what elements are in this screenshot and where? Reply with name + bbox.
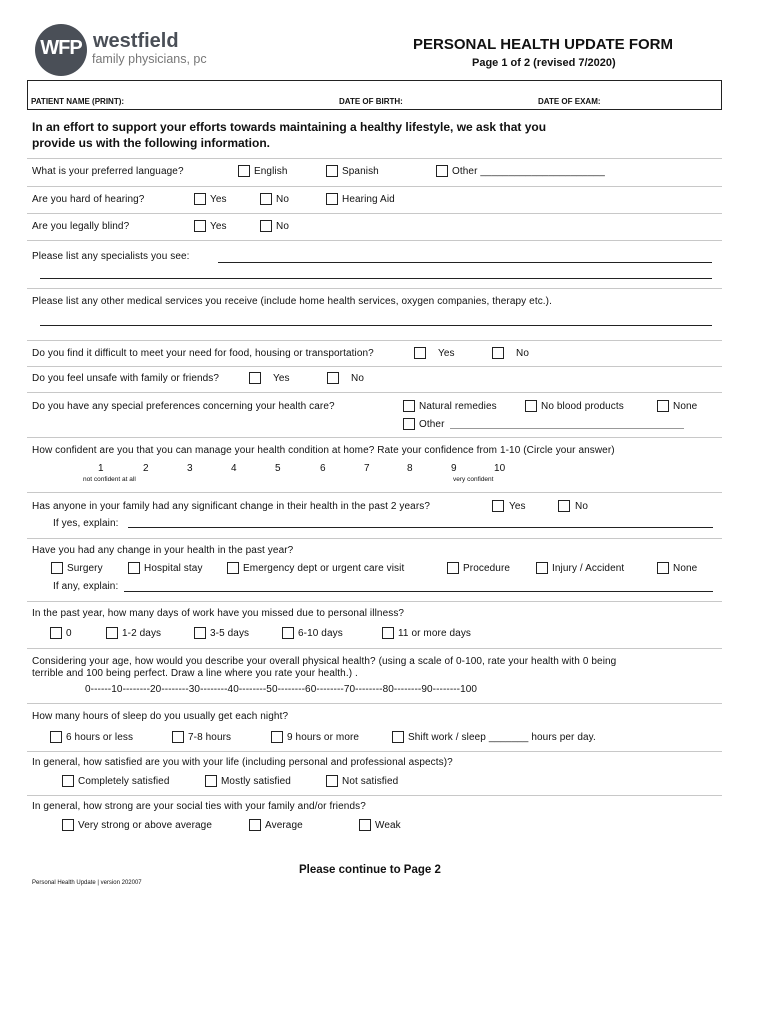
confidence-3[interactable]: 3	[187, 463, 193, 474]
family-change-explain-line[interactable]	[128, 527, 713, 528]
needs-no-checkbox[interactable]	[492, 347, 504, 359]
health-change-none-label: None	[673, 563, 698, 574]
family-change-question: Has anyone in your family had any significant change in their health in the past 2 years?	[32, 501, 431, 512]
procedure-label: Procedure	[463, 563, 511, 574]
dob-label: DATE OF BIRTH:	[339, 97, 403, 106]
other-language-checkbox[interactable]	[436, 165, 448, 177]
injury-accident-label: Injury / Accident	[552, 563, 625, 574]
sleep-9-plus-label: 9 hours or more	[287, 732, 360, 743]
overall-health-question-line-2: terrible and 100 being perfect. Draw a line where you rate your health.) .	[32, 668, 358, 679]
blind-no-label: No	[276, 221, 289, 232]
hearing-aid-checkbox[interactable]	[326, 193, 338, 205]
natural-remedies-checkbox[interactable]	[403, 400, 415, 412]
social-question: In general, how strong are your social ties with your family and/or friends?	[32, 801, 366, 812]
english-checkbox[interactable]	[238, 165, 250, 177]
divider	[27, 288, 722, 289]
needs-question: Do you find it difficult to meet your need for food, housing or transportation?	[32, 348, 374, 359]
sleep-9-plus-checkbox[interactable]	[271, 731, 283, 743]
intro-line-2: provide us with the following information.	[32, 136, 270, 150]
confidence-8[interactable]: 8	[407, 463, 413, 474]
surgery-label: Surgery	[67, 563, 103, 574]
confidence-2[interactable]: 2	[143, 463, 149, 474]
completely-satisfied-checkbox[interactable]	[62, 775, 74, 787]
surgery-checkbox[interactable]	[51, 562, 63, 574]
blind-yes-checkbox[interactable]	[194, 220, 206, 232]
divider	[27, 240, 722, 241]
unsafe-question: Do you feel unsafe with family or friends?	[32, 373, 220, 384]
intro-text	[32, 119, 632, 151]
divider	[27, 703, 722, 704]
divider	[27, 648, 722, 649]
services-line[interactable]	[40, 325, 712, 326]
divider	[27, 795, 722, 796]
health-change-explain-line[interactable]	[124, 591, 713, 592]
confidence-10[interactable]: 10	[494, 463, 506, 474]
average-checkbox[interactable]	[249, 819, 261, 831]
health-change-none-checkbox[interactable]	[657, 562, 669, 574]
very-strong-checkbox[interactable]	[62, 819, 74, 831]
continue-note: Please continue to Page 2	[299, 864, 441, 876]
confidence-9[interactable]: 9	[451, 463, 457, 474]
divider	[27, 158, 722, 159]
mostly-satisfied-label: Mostly satisfied	[221, 776, 291, 787]
emergency-visit-checkbox[interactable]	[227, 562, 239, 574]
satisfaction-question: In general, how satisfied are you with your life (including personal and professional aspects)?	[32, 757, 453, 768]
confidence-question: How confident are you that you can manage your health condition at home? Rate your confidence from 1-10 (Circle your answer)	[32, 445, 615, 456]
overall-health-question-line-1: Considering your age, how would you describe your overall physical health? (using a scale of 0-100, rate your health with 0 being	[32, 656, 617, 667]
sleep-7-8-checkbox[interactable]	[172, 731, 184, 743]
divider	[27, 186, 722, 187]
exam-date-label: DATE OF EXAM:	[538, 97, 601, 106]
work-missed-11-plus-checkbox[interactable]	[382, 627, 394, 639]
shift-work-checkbox[interactable]	[392, 731, 404, 743]
blind-no-checkbox[interactable]	[260, 220, 272, 232]
logo-name: westfield	[93, 30, 179, 52]
hearing-no-checkbox[interactable]	[260, 193, 272, 205]
health-change-question: Have you had any change in your health in the past year?	[32, 545, 294, 556]
procedure-checkbox[interactable]	[447, 562, 459, 574]
blind-question: Are you legally blind?	[32, 221, 130, 232]
hearing-question: Are you hard of hearing?	[32, 194, 145, 205]
confidence-4[interactable]: 4	[231, 463, 237, 474]
spanish-checkbox[interactable]	[326, 165, 338, 177]
divider	[27, 751, 722, 752]
patient-name-label: PATIENT NAME (PRINT):	[31, 97, 125, 106]
confidence-7[interactable]: 7	[364, 463, 370, 474]
confidence-1[interactable]: 1	[98, 463, 104, 474]
family-change-yes-label: Yes	[509, 501, 526, 512]
divider	[27, 437, 722, 438]
form-title: PERSONAL HEALTH UPDATE FORM	[413, 36, 674, 53]
weak-checkbox[interactable]	[359, 819, 371, 831]
hospital-stay-label: Hospital stay	[144, 563, 203, 574]
blind-yes-label: Yes	[210, 221, 227, 232]
no-blood-products-label: No blood products	[541, 401, 624, 412]
health-change-explain-label: If any, explain:	[53, 581, 119, 592]
emergency-visit-label: Emergency dept or urgent care visit	[243, 563, 405, 574]
divider	[27, 366, 722, 367]
shift-work-label: Shift work / sleep _______ hours per day.	[408, 732, 596, 743]
divider	[27, 601, 722, 602]
work-missed-3-5-checkbox[interactable]	[194, 627, 206, 639]
hearing-yes-label: Yes	[210, 194, 227, 205]
work-missed-6-10-checkbox[interactable]	[282, 627, 294, 639]
sleep-question: How many hours of sleep do you usually get each night?	[32, 711, 289, 722]
confidence-6[interactable]: 6	[320, 463, 326, 474]
work-missed-0-checkbox[interactable]	[50, 627, 62, 639]
not-satisfied-checkbox[interactable]	[326, 775, 338, 787]
unsafe-no-label: No	[351, 373, 364, 384]
preferences-question: Do you have any special preferences concerning your health care?	[32, 401, 335, 412]
needs-no-label: No	[516, 348, 529, 359]
version-footer: Personal Health Update | version 202007	[32, 880, 142, 886]
sleep-6-or-less-label: 6 hours or less	[66, 732, 134, 743]
divider	[27, 213, 722, 214]
logo-letters: WFP	[40, 37, 82, 59]
work-missed-11-plus-label: 11 or more days	[398, 628, 472, 639]
preferences-none-label: None	[673, 401, 698, 412]
preferences-other-label: Other	[419, 419, 445, 430]
english-label: English	[254, 166, 288, 177]
logo-subtitle: family physicians, pc	[92, 52, 207, 66]
preferences-other-line[interactable]	[450, 428, 684, 429]
average-label: Average	[265, 820, 303, 831]
specialists-question: Please list any specialists you see:	[32, 251, 190, 262]
specialists-line-2[interactable]	[40, 278, 712, 279]
needs-yes-checkbox[interactable]	[414, 347, 426, 359]
other-language-label: Other ______________________	[452, 166, 605, 177]
weak-label: Weak	[375, 820, 401, 831]
family-change-no-checkbox[interactable]	[558, 500, 570, 512]
confidence-low-label: not confident at all	[83, 476, 136, 483]
not-satisfied-label: Not satisfied	[342, 776, 399, 787]
unsafe-yes-label: Yes	[273, 373, 290, 384]
divider	[27, 492, 722, 493]
hearing-no-label: No	[276, 194, 289, 205]
sleep-7-8-label: 7-8 hours	[188, 732, 232, 743]
no-blood-products-checkbox[interactable]	[525, 400, 537, 412]
work-missed-1-2-label: 1-2 days	[122, 628, 162, 639]
completely-satisfied-label: Completely satisfied	[78, 776, 170, 787]
divider	[27, 392, 722, 393]
services-question: Please list any other medical services you receive (include home health services, oxygen companies, therapy etc.).	[32, 296, 552, 307]
spanish-label: Spanish	[342, 166, 379, 177]
family-change-no-label: No	[575, 501, 588, 512]
family-change-yes-checkbox[interactable]	[492, 500, 504, 512]
language-question: What is your preferred language?	[32, 166, 184, 177]
form-subtitle: Page 1 of 2 (revised 7/2020)	[472, 57, 616, 69]
work-missed-6-10-label: 6-10 days	[298, 628, 343, 639]
mostly-satisfied-checkbox[interactable]	[205, 775, 217, 787]
divider	[27, 538, 722, 539]
confidence-high-label: very confident	[453, 476, 494, 483]
injury-accident-checkbox[interactable]	[536, 562, 548, 574]
preferences-other-checkbox[interactable]	[403, 418, 415, 430]
work-missed-0-label: 0	[66, 628, 72, 639]
work-missed-3-5-label: 3-5 days	[210, 628, 250, 639]
hearing-aid-label: Hearing Aid	[342, 194, 395, 205]
specialists-line-1[interactable]	[218, 262, 712, 263]
family-change-explain-label: If yes, explain:	[53, 518, 119, 529]
hospital-stay-checkbox[interactable]	[128, 562, 140, 574]
overall-health-scale[interactable]: 0------10--------20--------30--------40--------50--------60--------70--------80--------90--------100	[85, 684, 478, 695]
natural-remedies-label: Natural remedies	[419, 401, 497, 412]
needs-yes-label: Yes	[438, 348, 455, 359]
work-missed-1-2-checkbox[interactable]	[106, 627, 118, 639]
divider	[27, 340, 722, 341]
unsafe-yes-checkbox[interactable]	[249, 372, 261, 384]
work-missed-question: In the past year, how many days of work have you missed due to personal illness?	[32, 608, 405, 619]
sleep-6-or-less-checkbox[interactable]	[50, 731, 62, 743]
intro-line-1: In an effort to support your efforts towards maintaining a healthy lifestyle, we ask that you	[32, 120, 547, 134]
hearing-yes-checkbox[interactable]	[194, 193, 206, 205]
confidence-5[interactable]: 5	[275, 463, 281, 474]
very-strong-label: Very strong or above average	[78, 820, 212, 831]
unsafe-no-checkbox[interactable]	[327, 372, 339, 384]
preferences-none-checkbox[interactable]	[657, 400, 669, 412]
